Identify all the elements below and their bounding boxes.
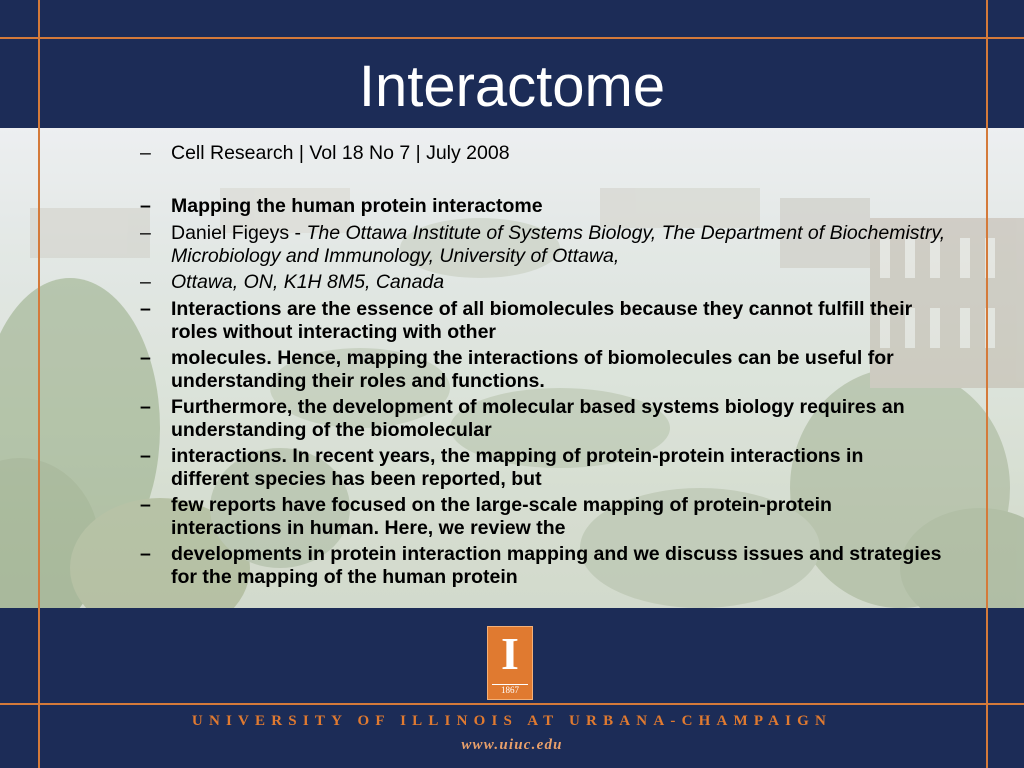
logo-year: 1867 bbox=[492, 684, 528, 696]
bullet-text: Interactions are the essence of all biomolecules because they cannot fulfill their roles without interacting with other bbox=[171, 298, 913, 343]
bullet-dash: – bbox=[140, 222, 151, 244]
bullet-dash: – bbox=[140, 445, 151, 467]
orange-rule-bottom bbox=[0, 703, 1024, 705]
bullet-text bbox=[171, 222, 946, 268]
bullet-dash: – bbox=[140, 396, 151, 418]
university-logo bbox=[487, 626, 533, 700]
bullet-text: Mapping the human protein interactome bbox=[171, 195, 543, 217]
bullet-dash: – bbox=[140, 298, 151, 320]
author-affiliation: The Ottawa Institute of Systems Biology, The Department of Biochemistry, Microbiology and Immunology, University of Ottawa, bbox=[171, 222, 946, 267]
logo-letter: I bbox=[501, 628, 519, 679]
bullet-text: Cell Research | Vol 18 No 7 | July 2008 bbox=[171, 142, 510, 164]
bullet-dash: – bbox=[140, 142, 151, 164]
bullet-text: few reports have focused on the large-scale mapping of protein-protein interactions in human. Here, we review the bbox=[171, 494, 832, 539]
bullet-text: developments in protein interaction mapping and we discuss issues and strategies for the mapping of the human protein bbox=[171, 543, 942, 588]
slide-title: Interactome bbox=[358, 54, 666, 119]
bullet-dash: – bbox=[140, 494, 151, 516]
bullet-dash: – bbox=[140, 543, 151, 565]
university-name: UNIVERSITY OF ILLINOIS AT URBANA-CHAMPAIGN bbox=[191, 713, 833, 729]
bullet-dash: – bbox=[140, 195, 151, 217]
bullet-text: interactions. In recent years, the mapping of protein-protein interactions in different species has been reported, but bbox=[171, 445, 864, 490]
bullet-text: Ottawa, ON, K1H 8M5, Canada bbox=[171, 271, 445, 293]
bullet-dash: – bbox=[140, 347, 151, 369]
university-url: www.uiuc.edu bbox=[461, 737, 563, 753]
bullet-text: Furthermore, the development of molecular based systems biology requires an understanding of the biomolecular bbox=[171, 396, 905, 441]
orange-rule-top bbox=[0, 37, 1024, 39]
author-name: Daniel Figeys - bbox=[171, 222, 307, 244]
bullet-dash: – bbox=[140, 271, 151, 293]
bullet-text: molecules. Hence, mapping the interactions of biomolecules can be useful for understanding their roles and functions. bbox=[171, 347, 894, 392]
